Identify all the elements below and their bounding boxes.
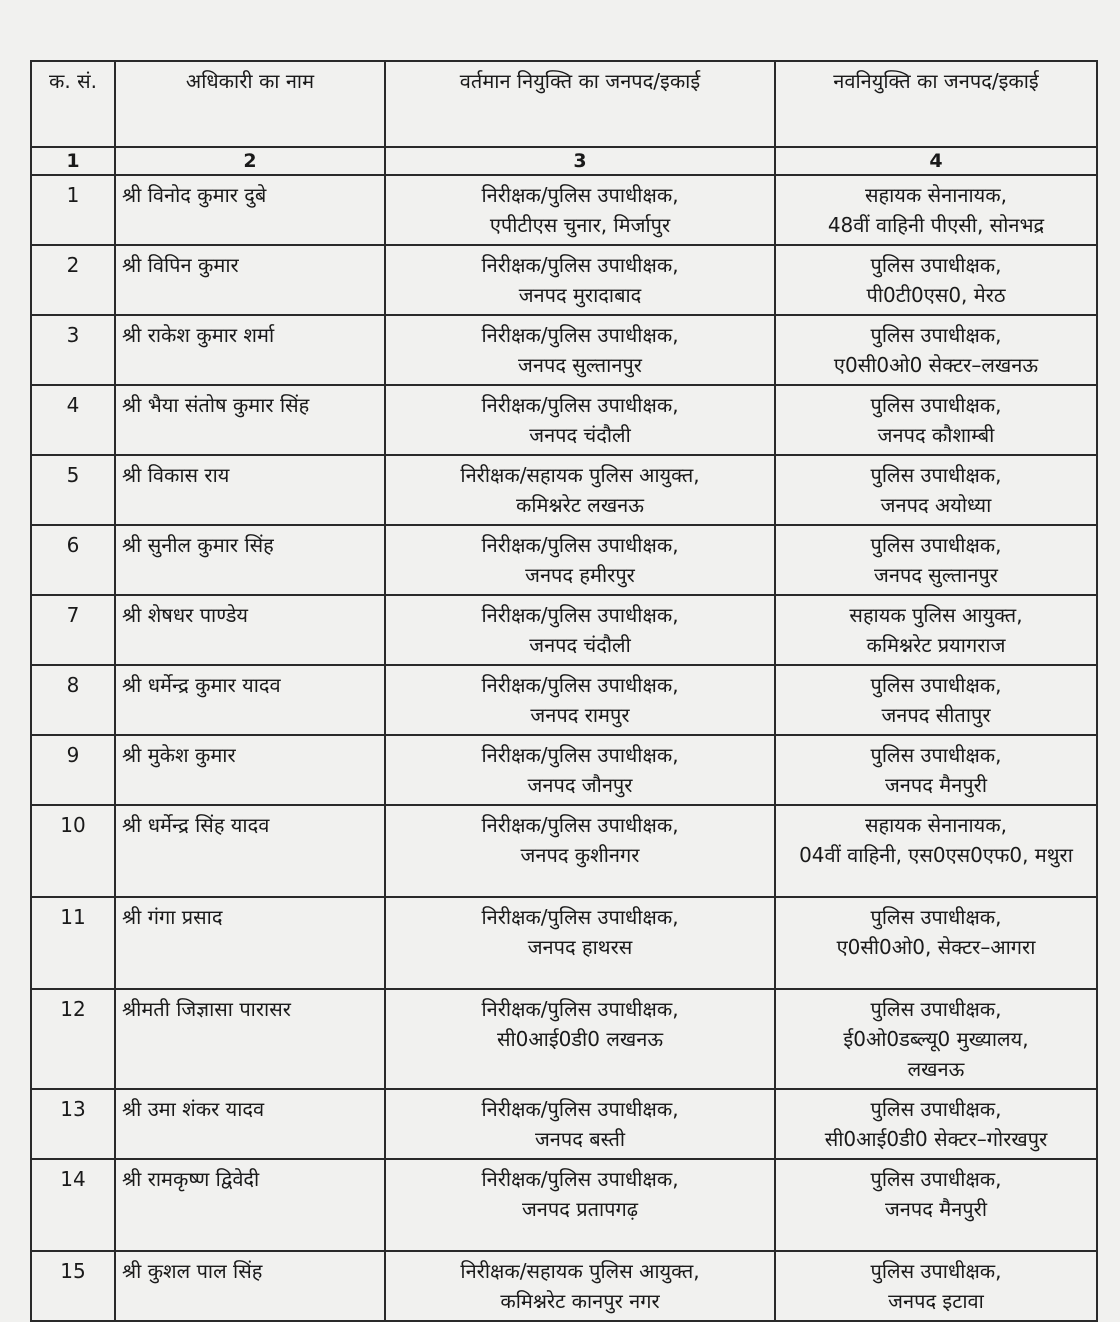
current-posting-line: जनपद रामपुर — [530, 703, 630, 727]
new-posting-cell — [775, 525, 1097, 595]
serial-number-cell: 4 — [31, 385, 115, 455]
new-posting-line: सहायक सेनानायक, — [864, 183, 1008, 207]
current-posting-cell — [385, 805, 775, 897]
serial-number-cell: 15 — [31, 1251, 115, 1321]
new-posting-line: सहायक सेनानायक, — [864, 813, 1008, 837]
new-posting-line: पुलिस उपाधीक्षक, — [870, 743, 1002, 767]
serial-number-cell: 6 — [31, 525, 115, 595]
new-posting-cell — [775, 1159, 1097, 1251]
new-posting-line: पी0टी0एस0, मेरठ — [866, 283, 1006, 307]
table-row — [31, 315, 1097, 385]
new-posting-line: जनपद सुल्तानपुर — [874, 563, 998, 587]
officer-name-cell: श्री राकेश कुमार शर्मा — [115, 315, 385, 385]
new-posting-line: पुलिस उपाधीक्षक, — [870, 997, 1002, 1021]
table-row — [31, 665, 1097, 735]
table-row — [31, 455, 1097, 525]
current-posting-line: निरीक्षक/पुलिस उपाधीक्षक, — [481, 673, 679, 697]
serial-number-cell: 7 — [31, 595, 115, 665]
current-posting-cell — [385, 595, 775, 665]
new-posting-cell — [775, 735, 1097, 805]
current-posting-cell — [385, 315, 775, 385]
serial-number-cell: 3 — [31, 315, 115, 385]
current-posting-line: जनपद चंदौली — [529, 633, 631, 657]
serial-number-cell: 2 — [31, 245, 115, 315]
serial-number-cell: 12 — [31, 989, 115, 1089]
current-posting-line: निरीक्षक/पुलिस उपाधीक्षक, — [481, 253, 679, 277]
table-row — [31, 1089, 1097, 1159]
current-posting-cell — [385, 385, 775, 455]
new-posting-line: जनपद मैनपुरी — [884, 773, 988, 797]
column-number: 3 — [385, 147, 775, 175]
officer-name-cell: श्री कुशल पाल सिंह — [115, 1251, 385, 1321]
header-row — [31, 61, 1097, 147]
new-posting-line: लखनऊ — [907, 1057, 965, 1081]
new-posting-cell — [775, 175, 1097, 245]
serial-number-cell: 8 — [31, 665, 115, 735]
serial-number-cell: 1 — [31, 175, 115, 245]
current-posting-cell — [385, 245, 775, 315]
new-posting-cell — [775, 1251, 1097, 1321]
table-row — [31, 989, 1097, 1089]
new-posting-line: जनपद सीतापुर — [881, 703, 991, 727]
table-row — [31, 897, 1097, 989]
current-posting-line: जनपद हमीरपुर — [525, 563, 635, 587]
current-posting-cell — [385, 735, 775, 805]
new-posting-line: जनपद अयोध्या — [880, 493, 992, 517]
current-posting-cell — [385, 455, 775, 525]
current-posting-line: जनपद हाथरस — [527, 935, 633, 959]
current-posting-line: निरीक्षक/पुलिस उपाधीक्षक, — [481, 1097, 679, 1121]
new-posting-line: 04वीं वाहिनी, एस0एस0एफ0, मथुरा — [799, 843, 1073, 867]
current-posting-cell — [385, 665, 775, 735]
current-posting-line: निरीक्षक/सहायक पुलिस आयुक्त, — [460, 1259, 700, 1283]
serial-number-cell: 9 — [31, 735, 115, 805]
current-posting-cell — [385, 989, 775, 1089]
current-posting-cell — [385, 1089, 775, 1159]
current-posting-line: जनपद सुल्तानपुर — [518, 353, 642, 377]
table-row — [31, 1159, 1097, 1251]
current-posting-cell — [385, 1159, 775, 1251]
officer-name-cell: श्रीमती जिज्ञासा पारासर — [115, 989, 385, 1089]
current-posting-line: जनपद जौनपुर — [527, 773, 633, 797]
serial-number-cell: 14 — [31, 1159, 115, 1251]
new-posting-line: पुलिस उपाधीक्षक, — [870, 905, 1002, 929]
new-posting-line: पुलिस उपाधीक्षक, — [870, 463, 1002, 487]
header-new-posting: नवनियुक्ति का जनपद/इकाई — [775, 61, 1097, 147]
header-current-posting: वर्तमान नियुक्ति का जनपद/इकाई — [385, 61, 775, 147]
new-posting-line: जनपद इटावा — [888, 1289, 984, 1313]
table-row — [31, 175, 1097, 245]
current-posting-line: निरीक्षक/पुलिस उपाधीक्षक, — [481, 813, 679, 837]
current-posting-line: कमिश्नरेट लखनऊ — [516, 493, 644, 517]
new-posting-cell — [775, 805, 1097, 897]
current-posting-line: जनपद कुशीनगर — [520, 843, 640, 867]
new-posting-line: सहायक पुलिस आयुक्त, — [849, 603, 1023, 627]
officer-name-cell: श्री उमा शंकर यादव — [115, 1089, 385, 1159]
current-posting-line: जनपद प्रतापगढ़ — [521, 1197, 639, 1221]
officer-name-cell: श्री मुकेश कुमार — [115, 735, 385, 805]
new-posting-line: पुलिस उपाधीक्षक, — [870, 533, 1002, 557]
serial-number-cell: 10 — [31, 805, 115, 897]
current-posting-line: सी0आई0डी0 लखनऊ — [496, 1027, 664, 1051]
new-posting-line: कमिश्नरेट प्रयागराज — [866, 633, 1006, 657]
new-posting-cell — [775, 1089, 1097, 1159]
officer-name-cell: श्री धर्मेन्द्र कुमार यादव — [115, 665, 385, 735]
column-number: 2 — [115, 147, 385, 175]
current-posting-line: निरीक्षक/पुलिस उपाधीक्षक, — [481, 183, 679, 207]
new-posting-line: पुलिस उपाधीक्षक, — [870, 1097, 1002, 1121]
table-row — [31, 245, 1097, 315]
new-posting-cell — [775, 897, 1097, 989]
column-number-row — [31, 147, 1097, 175]
officer-name-cell: श्री शेषधर पाण्डेय — [115, 595, 385, 665]
posting-table — [30, 60, 1098, 1322]
header-serial-number: क. सं. — [31, 61, 115, 147]
officer-name-cell: श्री विपिन कुमार — [115, 245, 385, 315]
current-posting-line: निरीक्षक/पुलिस उपाधीक्षक, — [481, 905, 679, 929]
table-row — [31, 525, 1097, 595]
new-posting-line: जनपद मैनपुरी — [884, 1197, 988, 1221]
new-posting-cell — [775, 665, 1097, 735]
new-posting-line: ए0सी0ओ0 सेक्टर–लखनऊ — [833, 353, 1039, 377]
document-sheet — [30, 60, 1096, 1313]
new-posting-line: जनपद कौशाम्बी — [877, 423, 995, 447]
new-posting-cell — [775, 385, 1097, 455]
new-posting-line: पुलिस उपाधीक्षक, — [870, 253, 1002, 277]
table-row — [31, 595, 1097, 665]
new-posting-line: ई0ओ0डब्ल्यू0 मुख्यालय, — [843, 1027, 1029, 1051]
new-posting-line: 48वीं वाहिनी पीएसी, सोनभद्र — [827, 213, 1045, 237]
table-row — [31, 385, 1097, 455]
current-posting-line: निरीक्षक/पुलिस उपाधीक्षक, — [481, 1167, 679, 1191]
current-posting-line: एपीटीएस चुनार, मिर्जापुर — [489, 213, 671, 237]
officer-name-cell: श्री विनोद कुमार दुबे — [115, 175, 385, 245]
new-posting-line: पुलिस उपाधीक्षक, — [870, 1259, 1002, 1283]
new-posting-line: पुलिस उपाधीक्षक, — [870, 673, 1002, 697]
officer-name-cell: श्री भैया संतोष कुमार सिंह — [115, 385, 385, 455]
new-posting-cell — [775, 245, 1097, 315]
current-posting-line: निरीक्षक/पुलिस उपाधीक्षक, — [481, 323, 679, 347]
current-posting-line: निरीक्षक/पुलिस उपाधीक्षक, — [481, 603, 679, 627]
current-posting-line: निरीक्षक/पुलिस उपाधीक्षक, — [481, 533, 679, 557]
current-posting-cell — [385, 897, 775, 989]
current-posting-line: कमिश्नरेट कानपुर नगर — [500, 1289, 660, 1313]
current-posting-line: निरीक्षक/पुलिस उपाधीक्षक, — [481, 743, 679, 767]
officer-name-cell: श्री रामकृष्ण द्विवेदी — [115, 1159, 385, 1251]
new-posting-cell — [775, 455, 1097, 525]
new-posting-line: सी0आई0डी0 सेक्टर–गोरखपुर — [824, 1127, 1048, 1151]
officer-name-cell: श्री सुनील कुमार सिंह — [115, 525, 385, 595]
officer-name-cell: श्री विकास राय — [115, 455, 385, 525]
officer-name-cell: श्री धर्मेन्द्र सिंह यादव — [115, 805, 385, 897]
table-row — [31, 735, 1097, 805]
current-posting-line: निरीक्षक/पुलिस उपाधीक्षक, — [481, 997, 679, 1021]
officer-name-cell: श्री गंगा प्रसाद — [115, 897, 385, 989]
new-posting-line: पुलिस उपाधीक्षक, — [870, 393, 1002, 417]
current-posting-cell — [385, 525, 775, 595]
column-number: 1 — [31, 147, 115, 175]
current-posting-cell — [385, 175, 775, 245]
new-posting-line: पुलिस उपाधीक्षक, — [870, 323, 1002, 347]
new-posting-cell — [775, 989, 1097, 1089]
current-posting-cell — [385, 1251, 775, 1321]
serial-number-cell: 5 — [31, 455, 115, 525]
current-posting-line: जनपद बस्ती — [534, 1127, 626, 1151]
new-posting-cell — [775, 315, 1097, 385]
serial-number-cell: 13 — [31, 1089, 115, 1159]
table-row — [31, 805, 1097, 897]
new-posting-line: पुलिस उपाधीक्षक, — [870, 1167, 1002, 1191]
serial-number-cell: 11 — [31, 897, 115, 989]
current-posting-line: निरीक्षक/पुलिस उपाधीक्षक, — [481, 393, 679, 417]
new-posting-cell — [775, 595, 1097, 665]
current-posting-line: जनपद चंदौली — [529, 423, 631, 447]
column-number: 4 — [775, 147, 1097, 175]
table-row — [31, 1251, 1097, 1321]
header-officer-name: अधिकारी का नाम — [115, 61, 385, 147]
current-posting-line: निरीक्षक/सहायक पुलिस आयुक्त, — [460, 463, 700, 487]
current-posting-line: जनपद मुरादाबाद — [518, 283, 642, 307]
new-posting-line: ए0सी0ओ0, सेक्टर–आगरा — [836, 935, 1036, 959]
